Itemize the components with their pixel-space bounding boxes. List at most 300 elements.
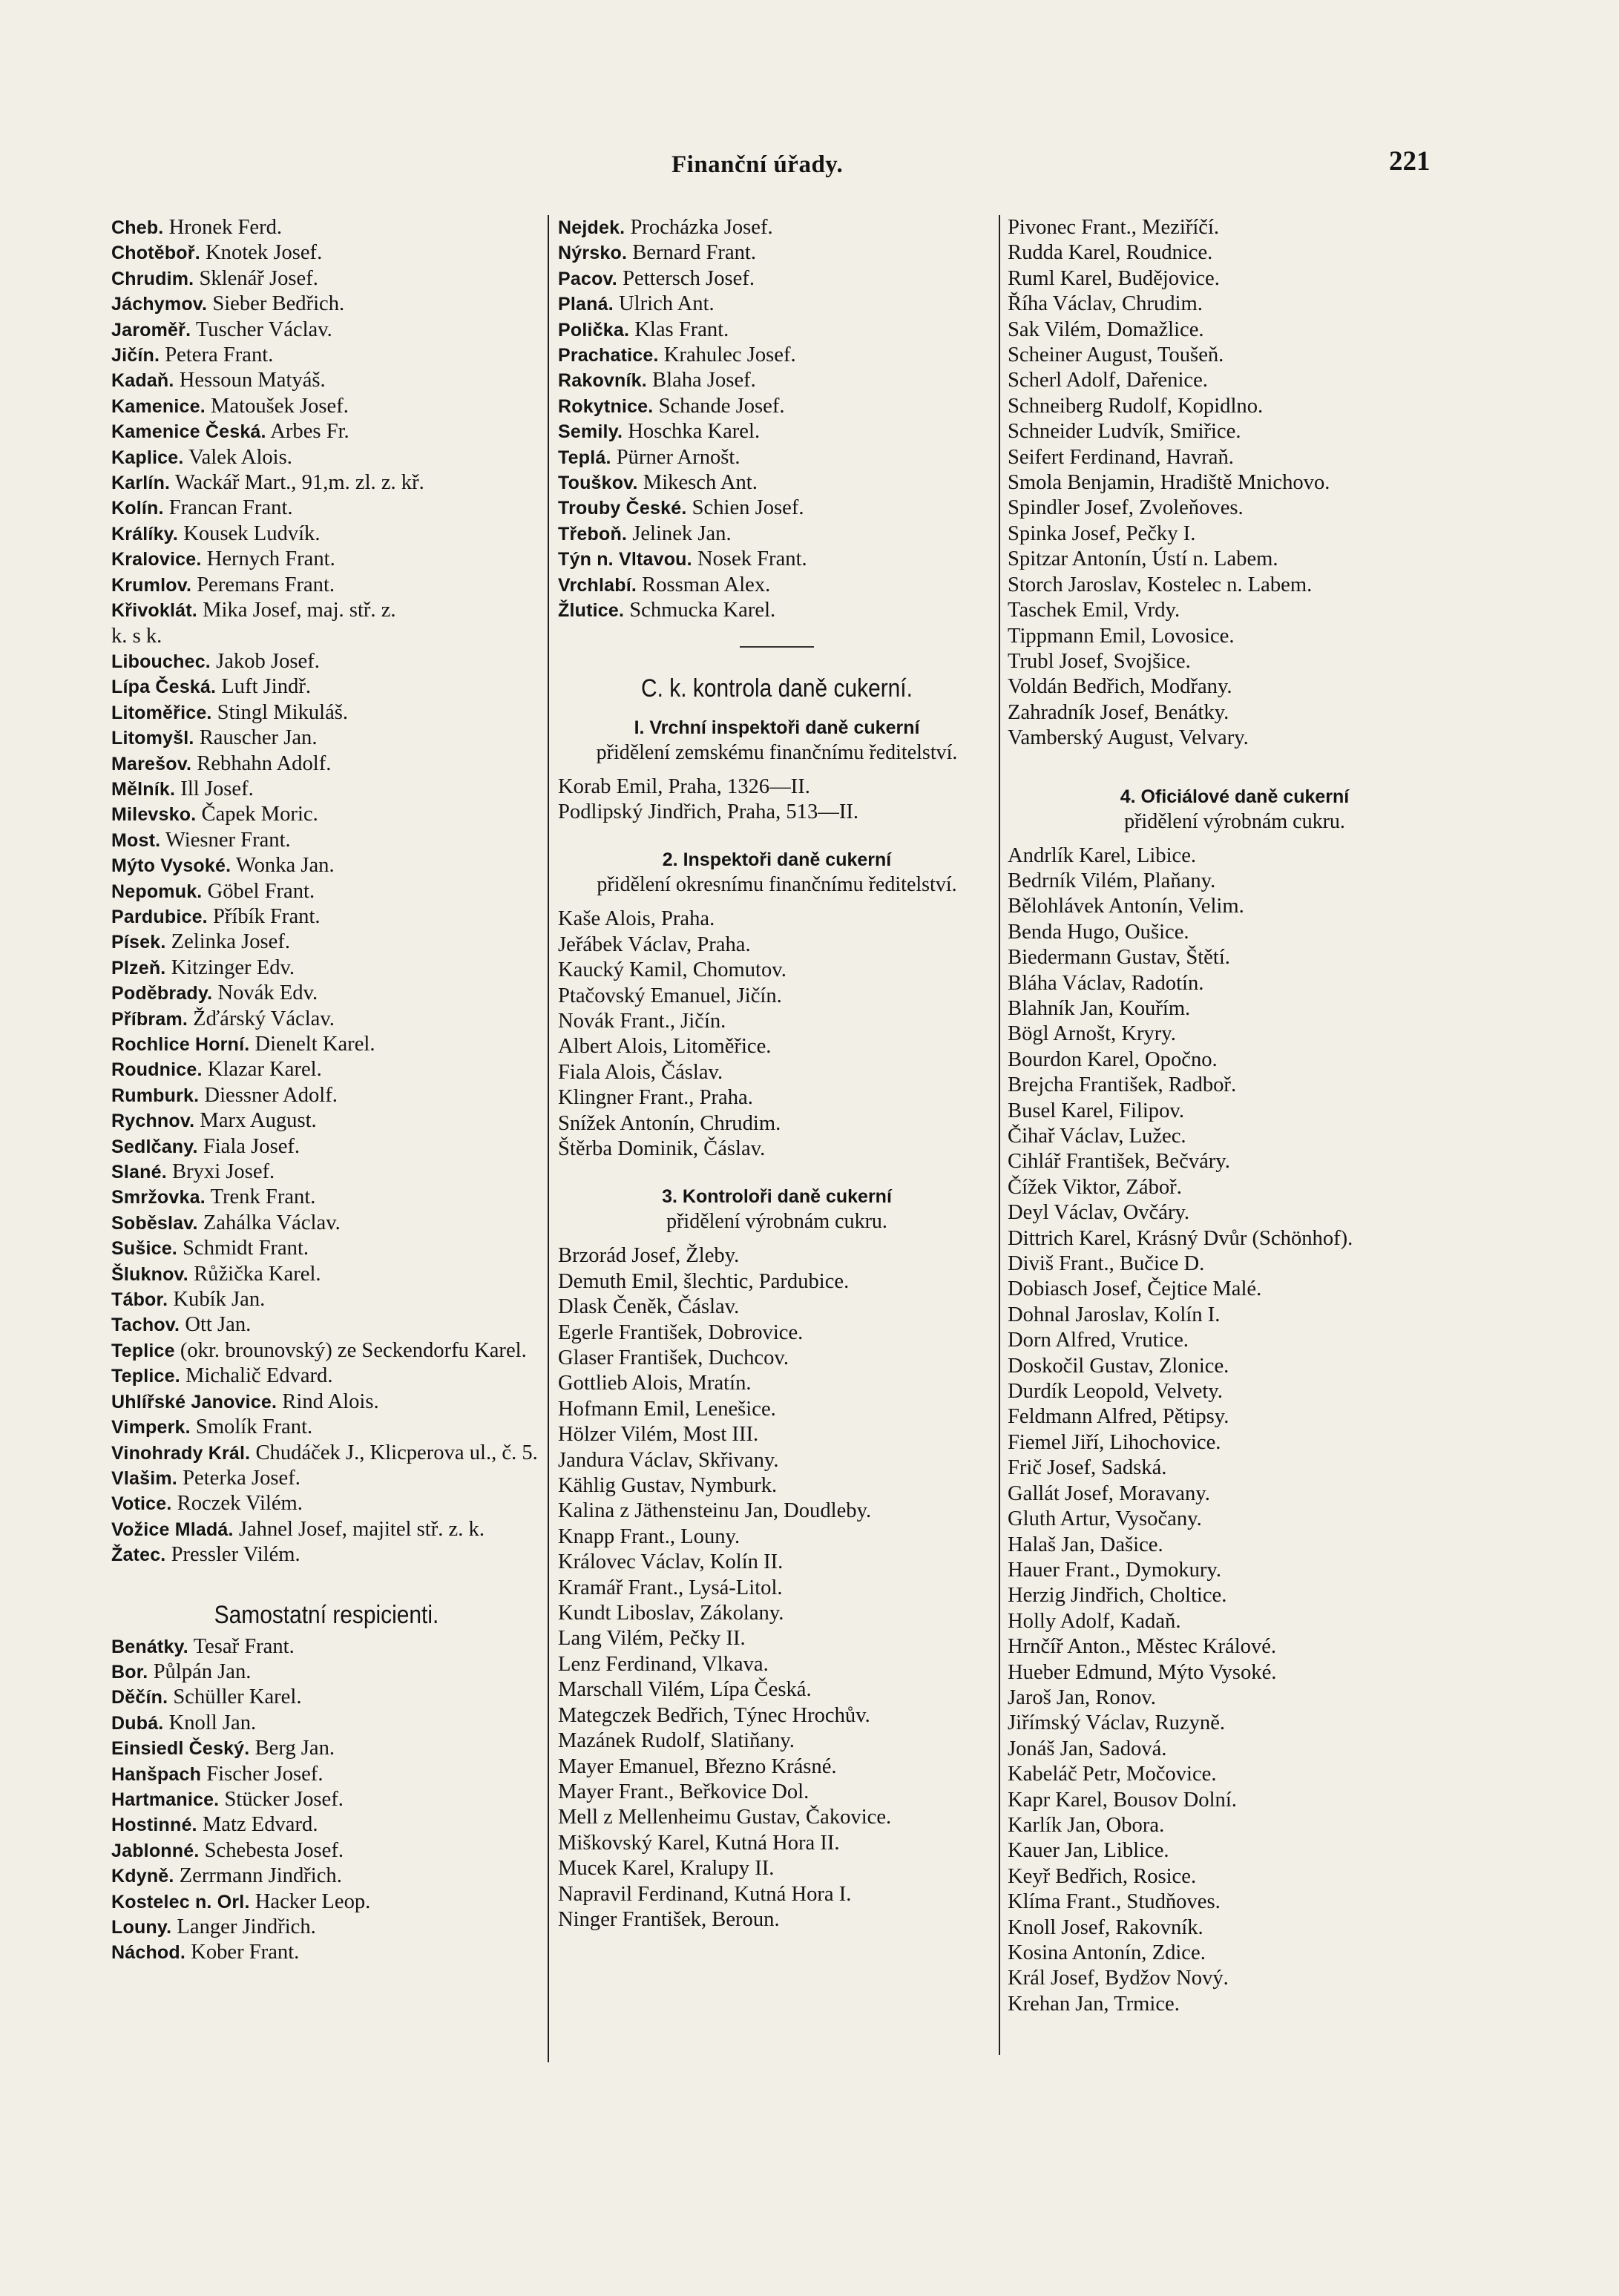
list-entry xyxy=(558,445,996,470)
person-name: Rossman Alex. xyxy=(637,573,771,596)
person-name: Francan Frant. xyxy=(163,496,293,520)
person-name: Sieber Bedřich. xyxy=(207,292,345,316)
person-name: Klas Frant. xyxy=(629,318,729,341)
place-name: Vrchlabí. xyxy=(558,574,637,596)
place-name: Jablonné. xyxy=(111,1840,200,1861)
list-entry xyxy=(111,904,542,930)
person-name: Krahulec Josef. xyxy=(658,343,796,367)
person-name: Tesař Frant. xyxy=(188,1634,295,1658)
list-entry: Busel Karel, Filipov. xyxy=(1008,1099,1184,1122)
list-entry: Spindler Josef, Zvoleňoves. xyxy=(1008,496,1244,520)
column-1 xyxy=(111,215,542,1966)
list-entry xyxy=(111,1634,542,1659)
list-entry xyxy=(111,1415,542,1440)
person-name: Arbes Fr. xyxy=(266,420,349,444)
subsection-note-3: přidělení výrobnám cukru. xyxy=(666,1210,887,1234)
list-entry: Mategczek Bedřich, Týnec Hrochův. xyxy=(558,1703,870,1727)
list-entry: Diviš Frant., Bučice D. xyxy=(1008,1252,1205,1276)
list-entry xyxy=(111,777,542,802)
place-name: Vinohrady Král. xyxy=(111,1442,251,1464)
person-name: Marx August. xyxy=(194,1109,317,1133)
place-name: Rychnov. xyxy=(111,1111,195,1132)
person-name: Procházka Josef. xyxy=(625,216,773,239)
list-entry xyxy=(111,318,542,343)
list-entry: Kaše Alois, Praha. xyxy=(558,907,715,931)
person-name: Čapek Moric. xyxy=(196,803,318,826)
list-entry xyxy=(111,1659,542,1685)
person-name: Pürner Arnošt. xyxy=(611,445,740,469)
respicient-list xyxy=(111,1634,542,1966)
person-name: Ulrich Ant. xyxy=(613,292,715,316)
page-header-title: Finanční úřady. xyxy=(671,151,844,178)
list-entry: Rudda Karel, Roudnice. xyxy=(1008,241,1213,265)
list-entry: Hauer Frant., Dymokury. xyxy=(1008,1558,1221,1582)
list-entry xyxy=(111,1211,542,1236)
list-entry: Scherl Adolf, Dařenice. xyxy=(1008,369,1208,392)
list-entry: Jonáš Jan, Sadová. xyxy=(1008,1737,1167,1760)
subsection-title-2: 2. Inspektoři daně cukerní xyxy=(662,849,892,871)
list-entry: Benda Hugo, Oušice. xyxy=(1008,920,1189,944)
list-entry: Dorn Alfred, Vrutice. xyxy=(1008,1329,1189,1352)
person-name: Peterka Josef. xyxy=(177,1466,301,1490)
person-name: Kubík Jan. xyxy=(168,1288,266,1312)
person-name: Mikesch Ant. xyxy=(637,471,758,495)
list-entry: Karlík Jan, Obora. xyxy=(1008,1813,1165,1837)
list-entry xyxy=(558,343,996,368)
place-name: Milevsko. xyxy=(111,804,197,826)
place-name: Příbram. xyxy=(111,1008,188,1030)
list-entry: Biedermann Gustav, Štětí. xyxy=(1008,946,1230,970)
list-entry: Mazánek Rudolf, Slatiňany. xyxy=(558,1729,795,1753)
place-name: Krumlov. xyxy=(111,574,192,596)
person-name: Zahálka Václav. xyxy=(197,1211,341,1234)
person-name: Wiesner Frant. xyxy=(160,828,291,852)
place-name: Touškov. xyxy=(558,473,638,494)
place-name: Kdyně. xyxy=(111,1866,174,1887)
person-name: Hacker Leop. xyxy=(249,1889,371,1913)
place-name: Slané. xyxy=(111,1162,167,1183)
list-entry: Halaš Jan, Dašice. xyxy=(1008,1533,1163,1556)
list-entry xyxy=(558,598,996,623)
list-entry xyxy=(111,368,542,393)
list-entry: Gottlieb Alois, Mratín. xyxy=(558,1372,752,1395)
list-entry xyxy=(111,240,542,266)
list-entry: Demuth Emil, šlechtic, Pardubice. xyxy=(558,1269,850,1293)
list-entry: Dlask Čeněk, Čáslav. xyxy=(558,1295,740,1319)
list-entry xyxy=(111,1736,542,1761)
place-name: Tábor. xyxy=(111,1289,168,1311)
list-entry xyxy=(111,955,542,981)
place-name: Rumburk. xyxy=(111,1085,200,1106)
list-entry xyxy=(111,828,542,853)
list-entry xyxy=(558,470,996,496)
list-entry xyxy=(111,1389,542,1415)
list-entry xyxy=(111,1517,542,1542)
person-name: Schande Josef. xyxy=(653,394,785,418)
place-name: Kostelec n. Orl. xyxy=(111,1891,250,1912)
list-entry: Egerle František, Dobrovice. xyxy=(558,1320,804,1344)
list-entry: Fiala Alois, Čáslav. xyxy=(558,1060,723,1084)
list-entry: Smola Benjamin, Hradiště Mnichovo. xyxy=(1008,471,1330,495)
list-entry: Trubl Josef, Svojšice. xyxy=(1008,649,1191,673)
person-name: Sklenář Josef. xyxy=(194,266,318,290)
list-entry: Herzig Jindřich, Choltice. xyxy=(1008,1584,1227,1608)
place-name: Poděbrady. xyxy=(111,983,213,1004)
list-entry: Bögl Arnošt, Kryry. xyxy=(1008,1022,1176,1046)
list-entry: Bláha Václav, Radotín. xyxy=(1008,971,1204,995)
person-name: Matz Edvard. xyxy=(197,1813,318,1837)
list-entry xyxy=(111,598,542,623)
person-name: Petera Frant. xyxy=(160,343,274,367)
list-entry xyxy=(111,292,542,317)
list-entry xyxy=(111,1083,542,1108)
list-entry: Hofmann Emil, Lenešice. xyxy=(558,1397,776,1421)
list-entry xyxy=(111,1787,542,1812)
place-name: Einsiedl Český. xyxy=(111,1738,250,1760)
person-name: Langer Jindřich. xyxy=(171,1915,316,1938)
place-name: Kamenice. xyxy=(111,395,206,417)
person-name: Kousek Ludvík. xyxy=(178,522,321,545)
list-entry: Spitzar Antonín, Ústí n. Labem. xyxy=(1008,547,1278,571)
person-name: Luft Jindř. xyxy=(216,675,312,699)
place-name: Šluknov. xyxy=(111,1263,188,1285)
list-entry xyxy=(111,1889,542,1915)
list-entry xyxy=(111,445,542,470)
list-entry: Cihlář František, Bečváry. xyxy=(1008,1150,1230,1174)
list-entry: Vamberský August, Velvary. xyxy=(1008,726,1249,750)
list-entry: Brejcha František, Radboř. xyxy=(1008,1073,1237,1097)
list-entry: Korab Emil, Praha, 1326—II. xyxy=(558,774,810,798)
place-name: Hartmanice. xyxy=(111,1789,220,1810)
place-name: Chotěboř. xyxy=(111,243,200,264)
list-entry: Taschek Emil, Vrdy. xyxy=(1008,599,1180,622)
list-entry xyxy=(111,1364,542,1389)
place-name: Votice. xyxy=(111,1493,172,1515)
place-name: Křivoklát. xyxy=(111,600,197,622)
list-entry: Kramář Frant., Lysá-Litol. xyxy=(558,1576,783,1599)
place-name: Vimperk. xyxy=(111,1417,191,1438)
list-entry xyxy=(558,266,996,292)
place-name: Rokytnice. xyxy=(558,395,654,417)
list-entry xyxy=(111,1236,542,1261)
person-name: Hoschka Karel. xyxy=(623,420,761,444)
place-name: Teplice xyxy=(111,1340,175,1361)
place-name: Bor. xyxy=(111,1661,148,1682)
list-entry: Zahradník Josef, Benátky. xyxy=(1008,700,1229,724)
person-name: Hronek Ferd. xyxy=(163,216,283,239)
person-name: Knoll Jan. xyxy=(163,1711,257,1734)
place-name: Soběslav. xyxy=(111,1212,198,1234)
list-entry: Doskočil Gustav, Zlonice. xyxy=(1008,1354,1229,1378)
list-entry xyxy=(558,496,996,521)
list-entry: Kabeláč Petr, Močovice. xyxy=(1008,1763,1217,1786)
person-name: Peremans Frant. xyxy=(191,573,335,596)
list-entry xyxy=(111,1441,542,1466)
person-name: Schüller Karel. xyxy=(168,1685,302,1709)
list-entry xyxy=(111,547,542,572)
list-entry: Ninger František, Beroun. xyxy=(558,1907,780,1931)
place-name: Teplice. xyxy=(111,1366,180,1387)
person-name: Bernard Frant. xyxy=(627,241,757,265)
place-name: Cheb. xyxy=(111,217,164,238)
list-entry xyxy=(111,700,542,726)
person-name: Žďárský Václav. xyxy=(188,1007,335,1030)
place-name: Karlín. xyxy=(111,473,171,494)
person-name: Chudáček J., Klicperova ul., č. 5. xyxy=(250,1441,538,1464)
list-entry xyxy=(111,1032,542,1057)
list-entry: Kauer Jan, Liblice. xyxy=(1008,1839,1169,1863)
list-entry: Bedrník Vilém, Plaňany. xyxy=(1008,869,1216,892)
place-name: Plzeň. xyxy=(111,957,166,978)
place-name: Benátky. xyxy=(111,1636,188,1657)
place-name: Most. xyxy=(111,829,161,851)
list-entry: Feldmann Alfred, Pětipsy. xyxy=(1008,1405,1229,1429)
list-entry: Brzorád Josef, Žleby. xyxy=(558,1244,740,1268)
person-name: Pressler Vilém. xyxy=(165,1543,301,1567)
controller-list-continued xyxy=(1008,215,1462,751)
list-entry: Tippmann Emil, Lovosice. xyxy=(1008,624,1235,648)
subsection-note-4: přidělení výrobnám cukru. xyxy=(1124,809,1345,833)
list-entry xyxy=(111,1915,542,1940)
place-name: Žatec. xyxy=(111,1545,166,1566)
official-list xyxy=(1008,843,1462,2018)
list-entry xyxy=(111,1940,542,1965)
list-entry xyxy=(111,649,542,674)
list-entry xyxy=(111,1762,542,1787)
place-name: Tachov. xyxy=(111,1315,180,1336)
list-entry: Ruml Karel, Budějovice. xyxy=(1008,266,1220,290)
place-name: Králíky. xyxy=(111,523,179,545)
person-name: Hessoun Matyáš. xyxy=(174,369,326,392)
place-name: Kamenice Česká. xyxy=(111,421,266,443)
subsection-title-4: 4. Oficiálové daně cukerní xyxy=(1120,786,1350,807)
list-entry xyxy=(111,394,542,419)
person-name: Hernych Frant. xyxy=(201,547,335,571)
list-entry xyxy=(111,674,542,700)
person-name: Schien Josef. xyxy=(686,496,804,520)
list-entry xyxy=(558,419,996,444)
list-entry: Blahník Jan, Kouřím. xyxy=(1008,996,1191,1020)
place-name: Prachatice. xyxy=(558,345,659,366)
list-entry xyxy=(111,853,542,878)
list-entry: Hueber Edmund, Mýto Vysoké. xyxy=(1008,1660,1277,1684)
person-name: Roczek Vilém. xyxy=(171,1492,303,1516)
list-entry xyxy=(558,573,996,598)
column-rule-right xyxy=(999,215,1000,2055)
section-title-respicienti: Samostatní respicienti. xyxy=(214,1600,439,1629)
list-entry xyxy=(111,496,542,521)
list-entry xyxy=(558,215,996,240)
place-name: Rakovník. xyxy=(558,370,647,392)
person-name: Ott Jan. xyxy=(180,1313,252,1337)
place-name: Sedlčany. xyxy=(111,1136,198,1157)
place-name: Pardubice. xyxy=(111,906,208,927)
list-entry xyxy=(111,981,542,1006)
list-entry xyxy=(111,470,542,496)
person-name: Rauscher Jan. xyxy=(194,726,318,750)
list-entry: Knapp Frant., Louny. xyxy=(558,1524,740,1548)
person-name: Dienelt Karel. xyxy=(249,1033,375,1056)
list-entry: Mell z Mellenheimu Gustav, Čakovice. xyxy=(558,1806,892,1829)
list-entry: Voldán Bedřich, Modřany. xyxy=(1008,675,1232,699)
list-entry: Miškovský Karel, Kutná Hora II. xyxy=(558,1831,840,1855)
list-entry: Kählig Gustav, Nymburk. xyxy=(558,1474,778,1498)
person-name: Göbel Frant. xyxy=(202,879,315,903)
list-entry xyxy=(111,343,542,368)
place-name: Semily. xyxy=(558,421,623,443)
list-entry: Král Josef, Bydžov Nový. xyxy=(1008,1967,1229,1990)
place-name: Libouchec. xyxy=(111,651,211,672)
person-name: Kober Frant. xyxy=(185,1941,300,1964)
list-entry: Gallát Josef, Moravany. xyxy=(1008,1481,1210,1505)
list-entry xyxy=(111,1542,542,1568)
person-name: Stücker Josef. xyxy=(219,1787,344,1811)
list-entry xyxy=(111,1466,542,1491)
list-entry: Frič Josef, Sadská. xyxy=(1008,1456,1167,1480)
person-name: Rind Alois. xyxy=(277,1389,379,1413)
person-name: Klazar Karel. xyxy=(202,1058,322,1082)
person-name: Zerrmann Jindřich. xyxy=(174,1864,342,1888)
person-name: Jakob Josef. xyxy=(210,649,320,673)
list-entry: Jandura Václav, Skřivany. xyxy=(558,1448,779,1472)
list-entry xyxy=(111,1338,542,1364)
place-name: Lípa Česká. xyxy=(111,677,217,698)
person-name: Ill Josef. xyxy=(175,777,254,800)
list-entry xyxy=(111,266,542,292)
person-name: (okr. brounovský) ze Seckendorfu Karel. xyxy=(174,1338,527,1362)
list-entry xyxy=(111,419,542,444)
place-name: Planá. xyxy=(558,294,614,315)
list-entry: Fiemel Jiří, Lihochovice. xyxy=(1008,1430,1221,1454)
list-entry: Seifert Ferdinand, Havraň. xyxy=(1008,445,1234,469)
inspector-list-2 xyxy=(558,907,996,1162)
list-entry: Lenz Ferdinand, Vlkava. xyxy=(558,1652,769,1676)
place-name: Kolín. xyxy=(111,498,164,519)
place-name: Vlašim. xyxy=(111,1467,177,1489)
list-entry: Scheiner August, Toušeň. xyxy=(1008,343,1224,367)
person-name: Michalič Edvard. xyxy=(180,1364,333,1388)
list-entry xyxy=(111,624,542,649)
place-name: Mýto Vysoké. xyxy=(111,855,231,877)
place-name: Mělník. xyxy=(111,778,176,800)
list-entry: Královec Václav, Kolín II. xyxy=(558,1550,784,1574)
list-entry: Keyř Bedřich, Rosice. xyxy=(1008,1864,1197,1888)
person-name: Wonka Jan. xyxy=(231,854,335,878)
list-entry: Snížek Antonín, Chrudim. xyxy=(558,1111,781,1135)
list-entry: Pivonec Frant., Meziříčí. xyxy=(1008,216,1220,239)
list-entry: Spinka Josef, Pečky I. xyxy=(1008,522,1196,545)
person-name: Smolík Frant. xyxy=(190,1415,313,1439)
person-name: Fiala Josef. xyxy=(197,1134,301,1158)
place-name: Třeboň. xyxy=(558,523,628,545)
place-name: Jičín. xyxy=(111,345,160,366)
list-entry: Kaucký Kamil, Chomutov. xyxy=(558,958,786,982)
person-name: Diessner Adolf. xyxy=(199,1083,338,1107)
list-entry: Bělohlávek Antonín, Velim. xyxy=(1008,895,1244,918)
person-name: Matoušek Josef. xyxy=(205,394,349,418)
list-entry: Kalina z Jäthensteinu Jan, Doudleby. xyxy=(558,1499,872,1523)
list-entry xyxy=(558,522,996,547)
column-3 xyxy=(1008,215,1462,2017)
person-name: Bryxi Josef. xyxy=(166,1160,275,1184)
place-name: Vožice Mladá. xyxy=(111,1519,234,1540)
list-entry: Durdík Leopold, Velvety. xyxy=(1008,1380,1223,1404)
list-entry: Deyl Václav, Ovčáry. xyxy=(1008,1201,1190,1225)
place-name: Děčín. xyxy=(111,1687,168,1708)
place-name: Trouby České. xyxy=(558,498,687,519)
place-name: Kadaň. xyxy=(111,370,174,392)
list-entry xyxy=(111,1312,542,1338)
person-name: Schmidt Frant. xyxy=(177,1237,309,1260)
list-entry xyxy=(558,292,996,317)
list-entry: Dobiasch Josef, Čejtice Malé. xyxy=(1008,1277,1262,1301)
place-name: Kralovice. xyxy=(111,549,202,570)
list-entry xyxy=(111,1685,542,1710)
person-name: Trenk Frant. xyxy=(205,1185,316,1209)
list-entry xyxy=(111,1057,542,1082)
list-entry: Lang Vilém, Pečky II. xyxy=(558,1627,746,1651)
person-name: Stingl Mikuláš. xyxy=(211,700,349,724)
person-name: Kitzinger Edv. xyxy=(165,955,295,979)
list-entry xyxy=(111,1134,542,1159)
place-name: Nýrsko. xyxy=(558,243,628,264)
list-entry: Mucek Karel, Kralupy II. xyxy=(558,1857,775,1881)
list-entry: Glaser František, Duchcov. xyxy=(558,1346,789,1369)
list-entry: Marschall Vilém, Lípa Česká. xyxy=(558,1678,812,1702)
person-name: Valek Alois. xyxy=(183,445,292,469)
list-entry xyxy=(558,318,996,343)
list-entry: Mayer Frant., Beřkovice Dol. xyxy=(558,1780,810,1803)
list-entry xyxy=(558,547,996,572)
list-entry: Kundt Liboslav, Zákolany. xyxy=(558,1602,784,1625)
place-name: Roudnice. xyxy=(111,1059,203,1081)
list-entry: Čihař Václav, Lužec. xyxy=(1008,1125,1186,1148)
place-name: Nejdek. xyxy=(558,217,625,238)
place-name: Dubá. xyxy=(111,1712,164,1734)
place-name: Teplá. xyxy=(558,447,611,468)
list-entry: Říha Václav, Chrudim. xyxy=(1008,292,1203,316)
list-entry: Hölzer Vilém, Most III. xyxy=(558,1423,759,1447)
list-entry xyxy=(111,1185,542,1210)
list-entry: Podlipský Jindřich, Praha, 513—II. xyxy=(558,800,859,823)
place-name: Smržovka. xyxy=(111,1187,206,1208)
list-entry: Storch Jaroslav, Kostelec n. Labem. xyxy=(1008,573,1313,596)
person-name: Nosek Frant. xyxy=(692,547,807,571)
list-entry: Schneider Ludvík, Smiřice. xyxy=(1008,420,1241,444)
place-name: Týn n. Vltavou. xyxy=(558,549,692,570)
subsection-note-1: přidělení zemskému finančnímu ředitelství. xyxy=(596,740,958,764)
office-list xyxy=(111,215,542,1568)
list-entry xyxy=(111,1812,542,1838)
list-entry: Dohnal Jaroslav, Kolín I. xyxy=(1008,1303,1221,1326)
list-entry xyxy=(111,1838,542,1864)
list-entry xyxy=(111,1108,542,1134)
separator-line xyxy=(740,646,814,648)
person-name: Zelinka Josef. xyxy=(165,930,291,954)
list-entry xyxy=(111,1864,542,1889)
list-entry: Čížek Viktor, Záboř. xyxy=(1008,1175,1182,1199)
list-entry xyxy=(111,1262,542,1287)
list-entry xyxy=(111,215,542,240)
list-entry: Dittrich Karel, Krásný Dvůr (Schönhof). xyxy=(1008,1226,1353,1250)
person-name: Tuscher Václav. xyxy=(191,318,332,341)
person-name: Pettersch Josef. xyxy=(617,266,755,290)
person-name: Příbík Frant. xyxy=(207,904,321,928)
person-name: Půlpán Jan. xyxy=(148,1659,252,1683)
list-entry: Albert Alois, Litoměřice. xyxy=(558,1035,772,1059)
place-name: Náchod. xyxy=(111,1942,186,1964)
subsection-title-1: I. Vrchní inspektoři daně cukerní xyxy=(634,717,920,738)
